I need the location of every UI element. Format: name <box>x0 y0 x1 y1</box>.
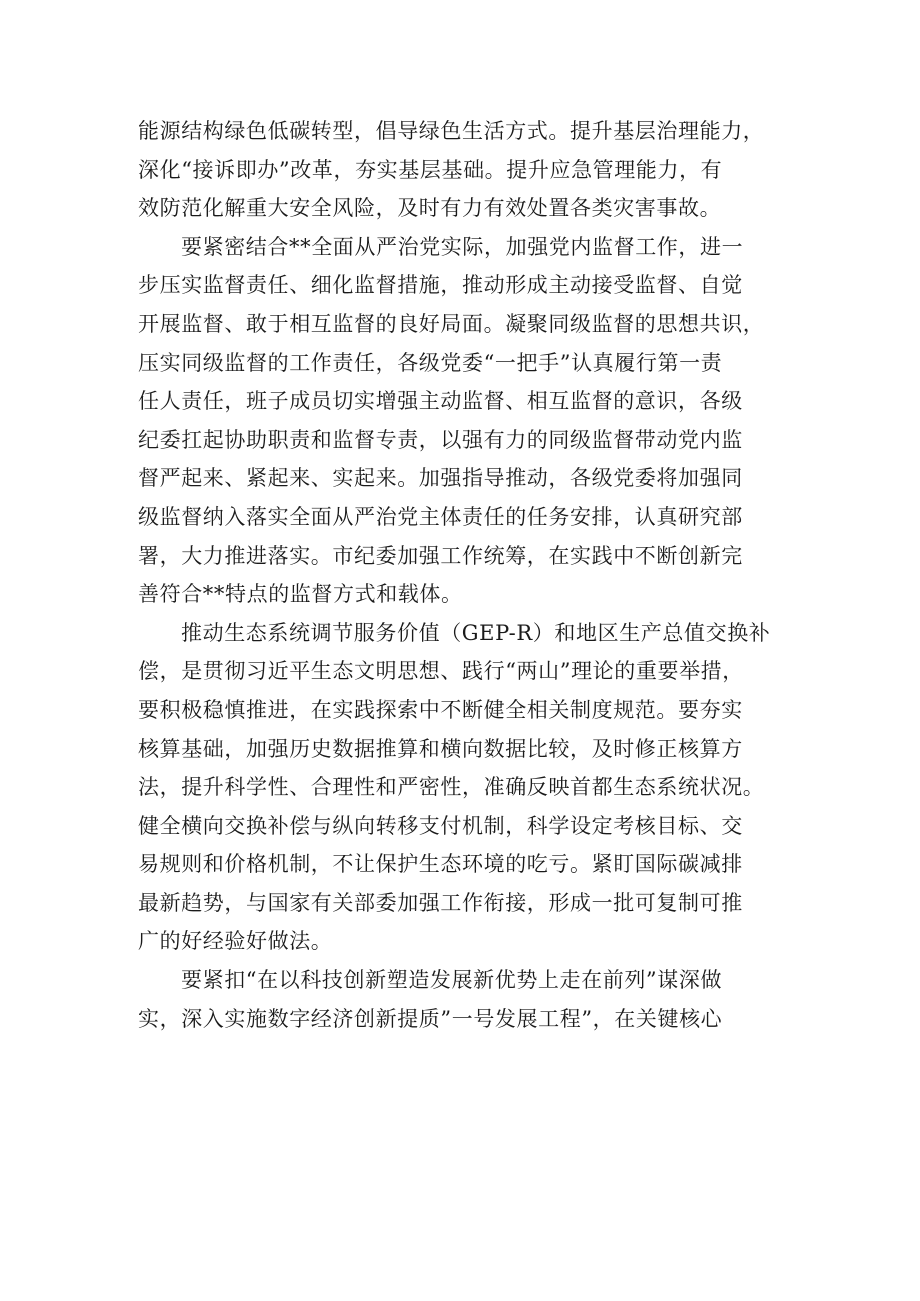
text-line: 最新趋势，与国家有关部委加强工作衔接，形成一批可复制可推 <box>138 890 743 915</box>
text-line: 核算基础，加强历史数据推算和横向数据比较，及时修正核算方 <box>138 736 743 761</box>
text-line: 深化“接诉即办”改革，夯实基层基础。提升应急管理能力，有 <box>138 157 723 182</box>
text-line: 署，大力推进落实。市纪委加强工作统筹，在实践中不断创新完 <box>138 543 743 568</box>
paragraph-first-line: 要紧扣“在以科技创新塑造发展新优势上走在前列”谋深做 <box>181 968 723 993</box>
text-line: 易规则和价格机制，不让保护生态环境的吃亏。紧盯国际碳减排 <box>138 852 743 877</box>
document-body <box>138 112 788 1038</box>
text-line: 善符合**特点的监督方式和载体。 <box>138 582 463 607</box>
text-line: 纪委扛起协助职责和监督专责，以强有力的同级监督带动党内监 <box>138 427 743 452</box>
text-line: 要积极稳慎推进，在实践探索中不断健全相关制度规范。要夯实 <box>138 697 743 722</box>
text-line: 法，提升科学性、合理性和严密性，准确反映首都生态系统状况。 <box>138 775 765 800</box>
text-line: 健全横向交换补偿与纵向转移支付机制，科学设定考核目标、交 <box>138 813 743 838</box>
text-line: 偿，是贯彻习近平生态文明思想、践行“两山”理论的重要举措， <box>138 659 744 684</box>
text-line: 压实同级监督的工作责任，各级党委“一把手”认真履行第一责 <box>138 350 723 375</box>
text-line: 步压实监督责任、细化监督措施，推动形成主动接受监督、自觉 <box>138 273 743 298</box>
text-line: 督严起来、紧起来、实起来。加强指导推动，各级党委将加强同 <box>138 466 743 491</box>
text-line: 效防范化解重大安全风险，及时有力有效处置各类灾害事故。 <box>138 196 722 221</box>
text-line: 任人责任，班子成员切实增强主动监督、相互监督的意识，各级 <box>138 389 743 414</box>
text-line: 能源结构绿色低碳转型，倡导绿色生活方式。提升基层治理能力， <box>138 119 765 143</box>
text-line: 级监督纳入落实全面从严治党主体责任的任务安排，认真研究部 <box>138 504 743 529</box>
paragraph-first-line: 要紧密结合**全面从严治党实际，加强党内监督工作，进一 <box>181 234 744 259</box>
text-line: 广的好经验好做法。 <box>138 929 333 954</box>
text-line: 实，深入实施数字经济创新提质”一号发展工程”，在关键核心 <box>138 1006 723 1031</box>
text-line: 开展监督、敢于相互监督的良好局面。凝聚同级监督的思想共识， <box>138 311 765 336</box>
paragraph-first-line: 推动生态系统调节服务价值（GEP-R）和地区生产总值交换补 <box>181 620 771 645</box>
